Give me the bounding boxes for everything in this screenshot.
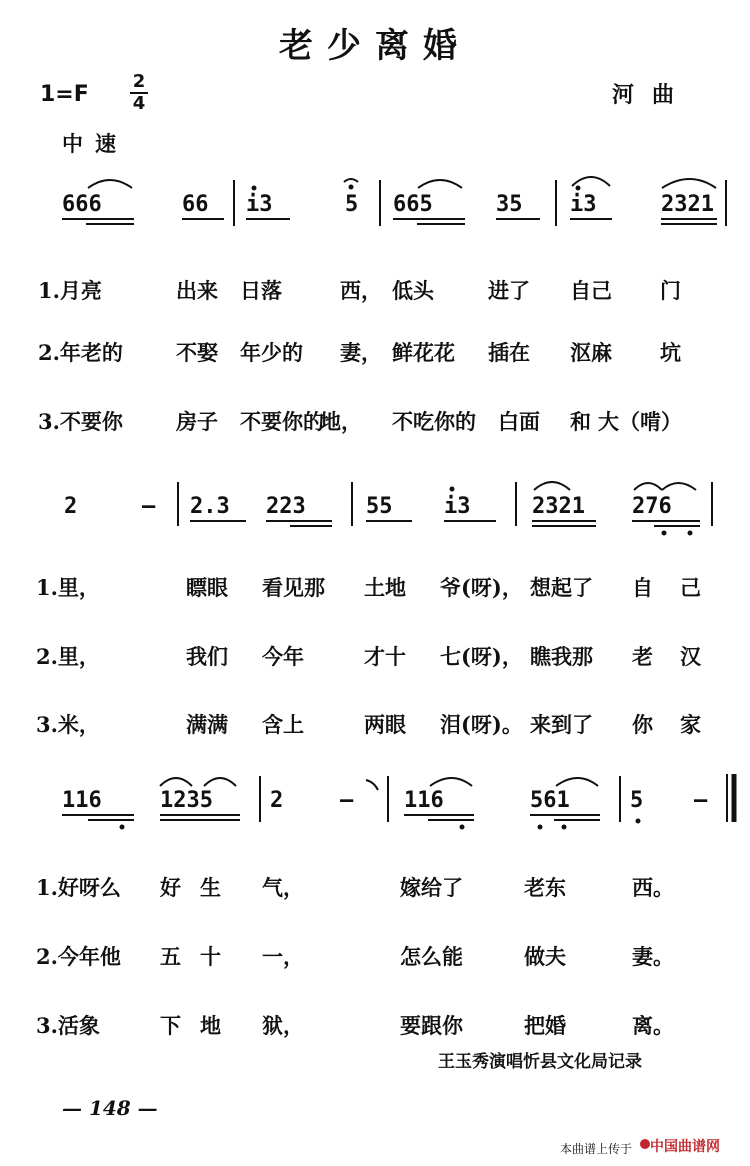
note-group: 223 xyxy=(266,494,306,519)
slur xyxy=(88,180,132,188)
lyric-segment: 不吃你的 xyxy=(392,409,476,434)
lyric-segment: 两眼 xyxy=(364,712,406,737)
lyric-segment: 进了 xyxy=(488,278,530,303)
lyric-segment: 大（啃） xyxy=(598,409,682,434)
note-group: 2 xyxy=(64,494,78,519)
lyric-segment: 狱， xyxy=(262,1013,304,1038)
lyric-segment: 1.好呀么 xyxy=(36,875,121,900)
octave-dot xyxy=(120,825,125,830)
note-group: 35 xyxy=(496,192,523,217)
lyric-segment: 1.里， xyxy=(36,575,100,600)
slur xyxy=(634,483,662,490)
note-group: 116 xyxy=(404,788,444,813)
time-signature-bottom: 4 xyxy=(132,93,146,114)
lyric-segment: 地， xyxy=(320,409,362,434)
lyric-segment: 坑 xyxy=(660,340,681,365)
lyric-segment: 好 xyxy=(160,875,181,900)
lyric-segment: 妻。 xyxy=(632,944,674,969)
lyric-segment: 含上 xyxy=(262,712,304,737)
lyric-segment: 十 xyxy=(200,944,221,969)
note-group: 1235 xyxy=(160,788,213,813)
time-signature-top: 2 xyxy=(132,71,146,92)
lyric-segment: 2.年老的 xyxy=(38,340,123,365)
slur xyxy=(662,483,696,490)
lyric-segment: 日落 xyxy=(240,278,282,303)
octave-dot xyxy=(576,186,581,191)
lyric-segment: 鲜花花 xyxy=(392,340,455,365)
lyric-segment: 气， xyxy=(262,875,304,900)
octave-dot xyxy=(252,186,257,191)
note-group: 665 xyxy=(393,192,433,217)
lyric-segment: 看见那 xyxy=(262,575,325,600)
slur xyxy=(556,778,598,786)
lyric-segment: 土地 xyxy=(364,575,406,600)
octave-dot xyxy=(538,825,543,830)
lyric-segment: 满满 xyxy=(186,712,228,737)
lyric-segment: 2.今年他 xyxy=(36,944,121,969)
lyric-segment: 插在 xyxy=(488,340,530,365)
note-group: 2.3 xyxy=(190,494,230,519)
lyric-segment: 2.里， xyxy=(36,644,100,669)
page-number: — 148 — xyxy=(62,1096,158,1120)
lyric-segment: 怎么能 xyxy=(400,944,463,969)
breath-mark xyxy=(366,780,378,790)
lyric-segment: 房子 xyxy=(176,409,218,434)
lyric-segment: 汉 xyxy=(680,644,701,669)
lyric-segment: 来到了 xyxy=(530,712,593,737)
lyric-segment: 老 xyxy=(632,644,653,669)
lyric-segment: 年少的 xyxy=(240,340,303,365)
lyric-segment: 泪(呀)。 xyxy=(440,712,523,737)
note-group: i3 xyxy=(246,192,273,217)
lyric-segment: 离。 xyxy=(632,1013,674,1038)
lyric-segment: 我们 xyxy=(186,644,228,669)
lyric-segment: 家 xyxy=(680,712,701,737)
lyric-segment: 和 xyxy=(570,409,591,434)
note-group: 2321 xyxy=(532,494,585,519)
note-group: 2 xyxy=(270,788,284,813)
upload-note: 本曲谱上传于 xyxy=(560,1142,633,1156)
tempo-marking: 中速 xyxy=(62,131,128,156)
lyric-segment: 门 xyxy=(660,278,681,303)
lyric-segment: 妻， xyxy=(340,340,382,365)
note-group: 561 xyxy=(530,788,570,813)
lyric-segment: 生 xyxy=(200,875,221,900)
lyric-segment: 3.不要你 xyxy=(38,409,123,434)
lyric-segment: 一， xyxy=(262,944,304,969)
lyric-segment: 你 xyxy=(632,712,653,737)
note-group: — xyxy=(142,494,156,519)
lyric-segment: 出来 xyxy=(176,278,218,303)
note-group: 116 xyxy=(62,788,102,813)
lyric-segment: 沤麻 xyxy=(570,340,612,365)
note-group: 55 xyxy=(366,494,393,519)
note-group: 276 xyxy=(632,494,672,519)
lyric-segment: 下 xyxy=(160,1013,181,1038)
lyric-segment: 西， xyxy=(340,278,382,303)
note-group: i3 xyxy=(444,494,471,519)
fermata-dot xyxy=(349,185,354,190)
octave-dot xyxy=(562,825,567,830)
octave-dot xyxy=(450,487,455,492)
lyric-segment: 3.米， xyxy=(36,712,100,737)
slur xyxy=(572,177,610,186)
lyric-segment: 才十 xyxy=(364,644,406,669)
octave-dot xyxy=(636,819,641,824)
lyric-segment: 3.活象 xyxy=(36,1013,100,1038)
fermata-arc xyxy=(344,179,358,182)
note-group: 66 xyxy=(182,192,209,217)
origin-label: 河曲 xyxy=(611,82,692,108)
lyric-segment: 今年 xyxy=(262,644,304,669)
note-group: 5 xyxy=(630,788,644,813)
page-title: 老少离婚 xyxy=(279,26,471,66)
lyric-segment: 不娶 xyxy=(176,340,218,365)
lyric-segment: 1.月亮 xyxy=(38,278,102,303)
slur xyxy=(204,778,236,786)
lyric-segment: 白面 xyxy=(498,409,540,434)
lyric-segment: 做夫 xyxy=(524,944,566,969)
slur xyxy=(662,179,716,188)
performance-credit: 王玉秀演唱忻县文化局记录 xyxy=(438,1052,642,1072)
note-group: i3 xyxy=(570,192,597,217)
site-watermark: 中国曲谱网 xyxy=(650,1139,720,1155)
octave-dot xyxy=(688,531,693,536)
slur xyxy=(534,482,570,490)
slur xyxy=(418,180,462,188)
note-group: 5 xyxy=(345,192,359,217)
lyric-segment: 西。 xyxy=(632,875,674,900)
lyric-segment: 瞧我那 xyxy=(530,644,593,669)
lyric-segment: 低头 xyxy=(392,278,434,303)
note-group: 666 xyxy=(62,192,102,217)
octave-dot xyxy=(460,825,465,830)
slur xyxy=(160,778,192,786)
lyric-segment: 七(呀)， xyxy=(440,644,523,669)
note-group: 2321 xyxy=(661,192,714,217)
lyric-segment: 不要你的 xyxy=(240,409,324,434)
lyric-segment: 五 xyxy=(160,944,181,969)
lyric-segment: 己 xyxy=(680,575,701,600)
lyric-segment: 嫁给了 xyxy=(400,875,463,900)
lyric-segment: 自 xyxy=(632,575,653,600)
octave-dot xyxy=(662,531,667,536)
lyric-segment: 把婚 xyxy=(524,1013,566,1038)
lyric-segment: 自己 xyxy=(570,278,612,303)
note-group: — xyxy=(694,788,708,813)
lyric-segment: 瞟眼 xyxy=(186,575,228,600)
lyric-segment: 要跟你 xyxy=(400,1013,463,1038)
note-group: — xyxy=(340,788,354,813)
lyric-segment: 老东 xyxy=(524,875,566,900)
key-signature: 1=F xyxy=(40,82,89,107)
lyric-segment: 地 xyxy=(200,1013,221,1038)
slur xyxy=(430,778,472,786)
lyric-segment: 想起了 xyxy=(530,575,593,600)
lyric-segment: 爷(呀)， xyxy=(440,575,523,600)
